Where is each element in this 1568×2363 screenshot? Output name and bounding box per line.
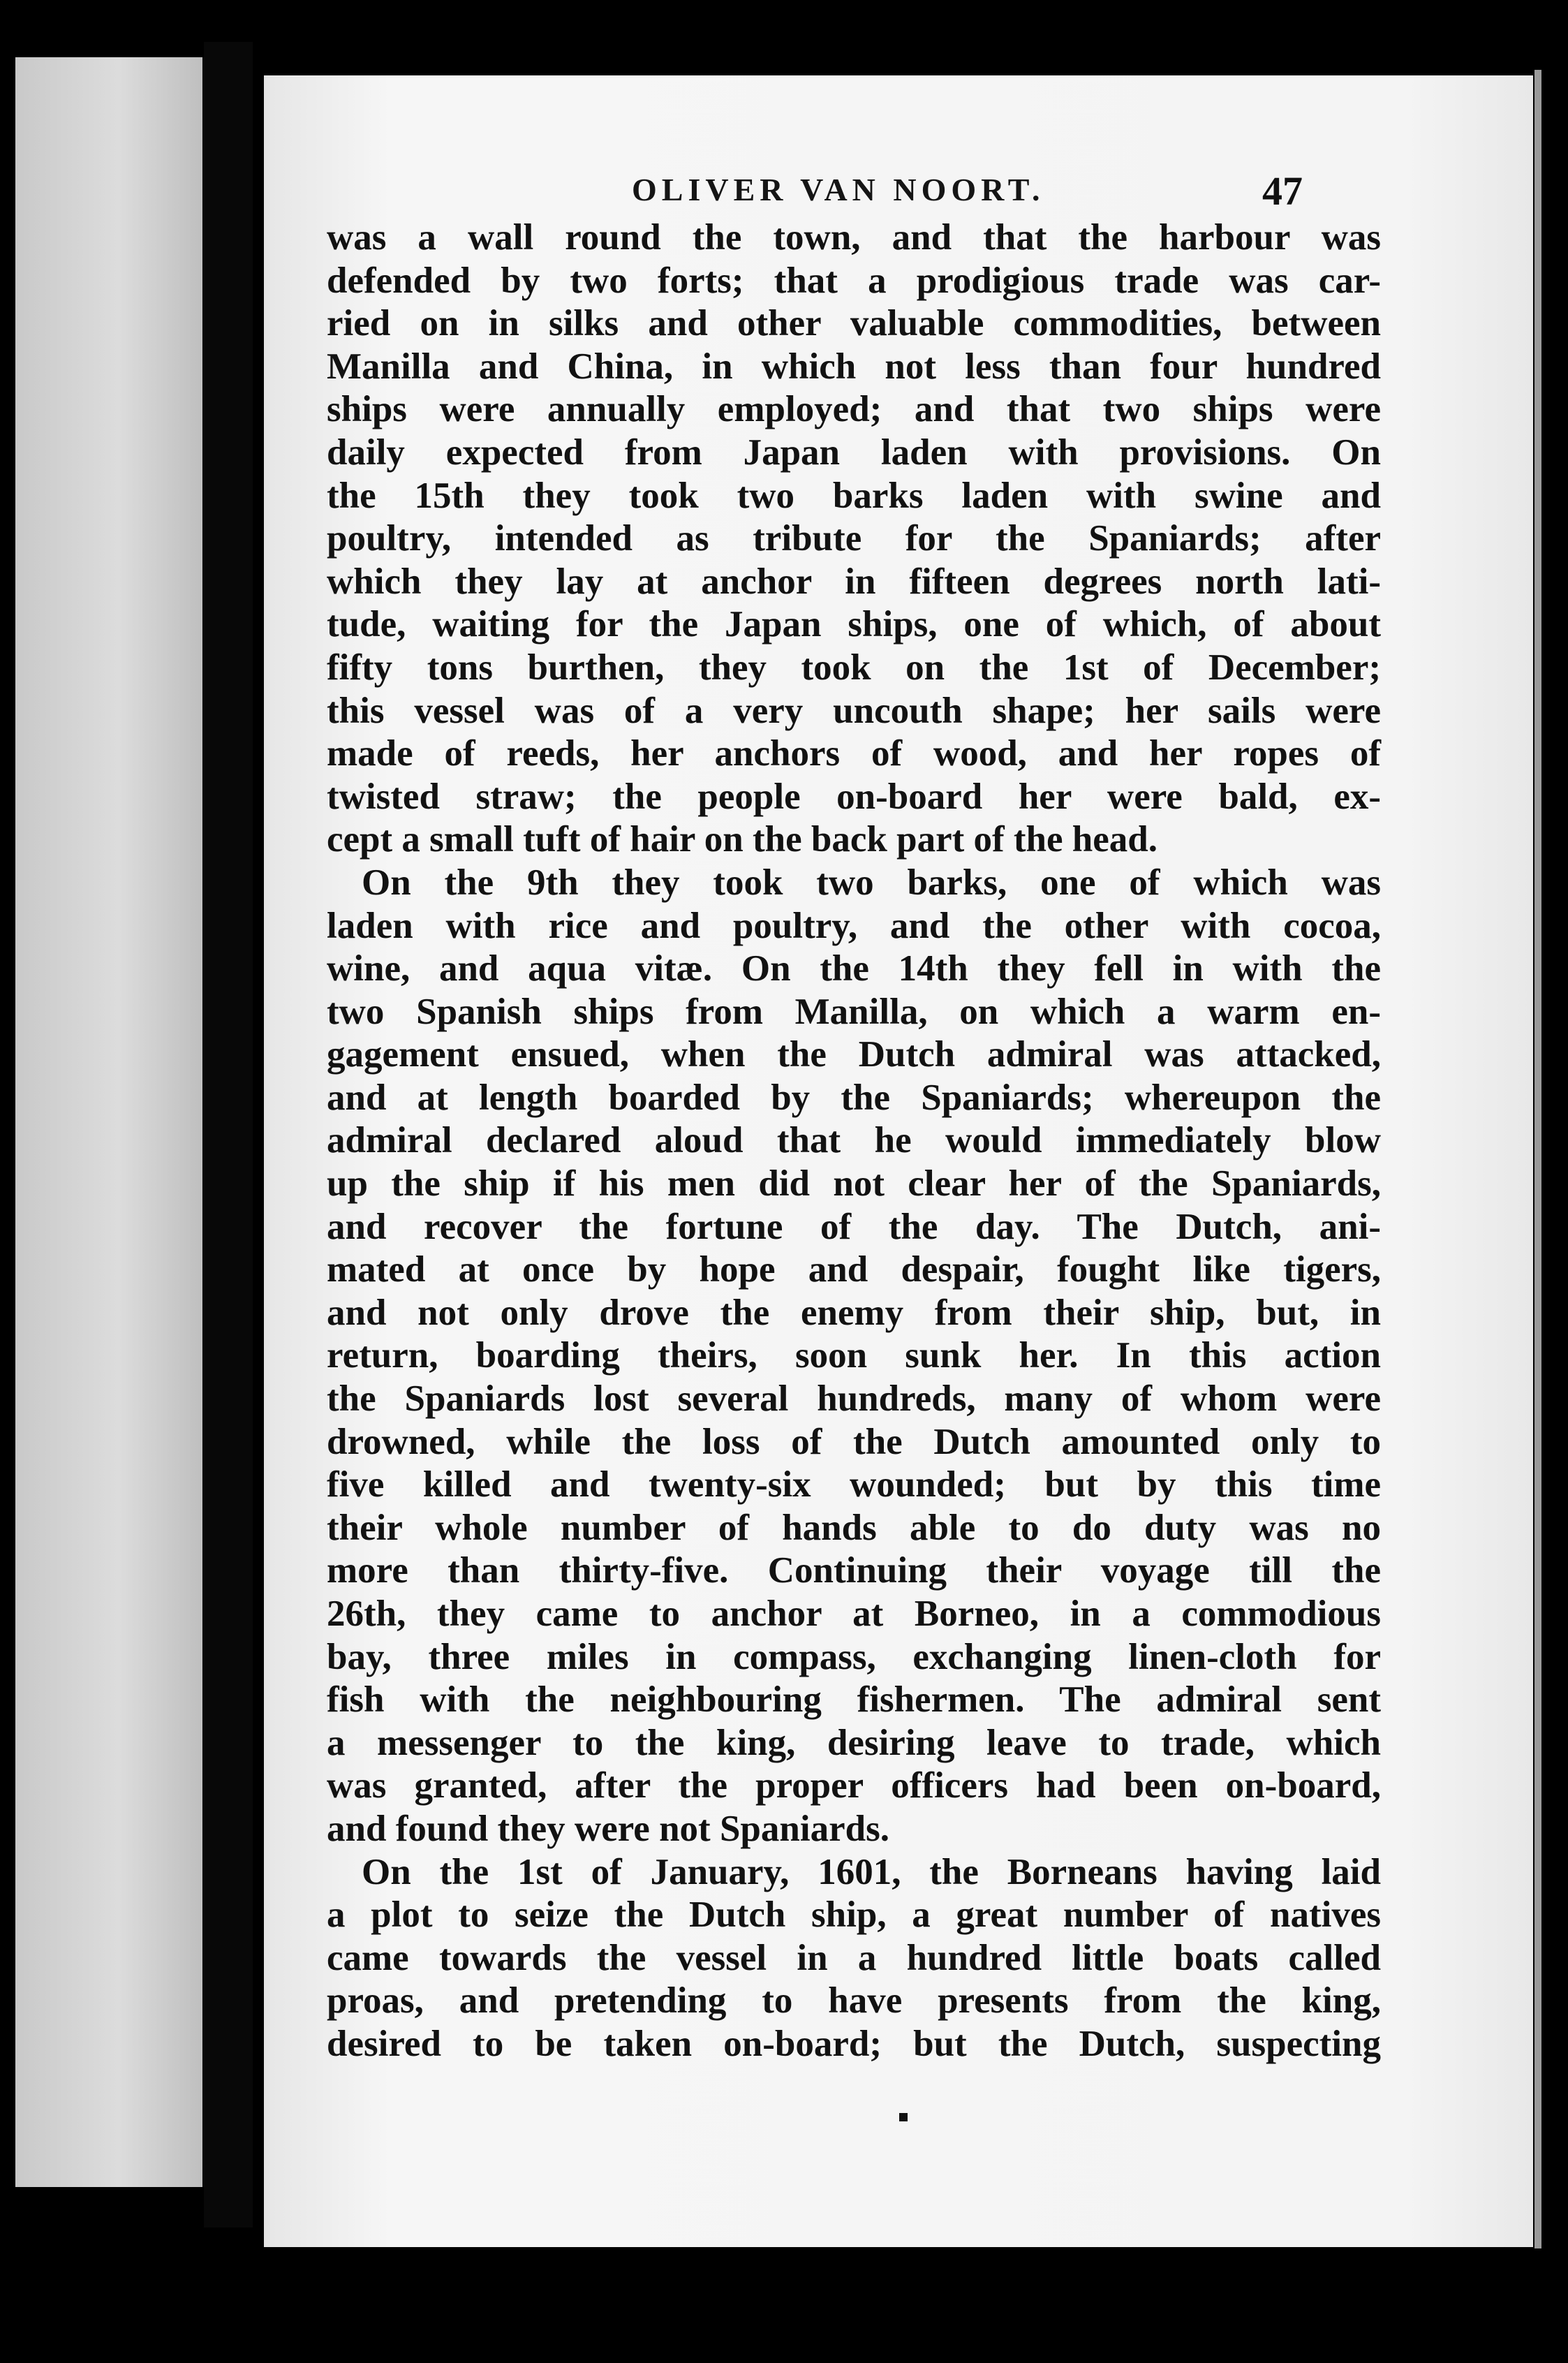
text-line: 26th, they came to anchor at Borneo, in a commodious: [327, 1593, 1381, 1634]
page-right-edge: [1534, 70, 1541, 2248]
text-line: up the ship if his men did not clear her of the Spaniards,: [327, 1163, 1381, 1205]
text-line: mated at once by hope and despair, fought like tigers,: [327, 1249, 1381, 1290]
adjacent-page-edge: [15, 57, 202, 2187]
signature-mark: [899, 2113, 908, 2121]
text-line: proas, and pretending to have presents from the king,: [327, 1980, 1381, 2022]
text-line: laden with rice and poultry, and the other with cocoa,: [327, 905, 1381, 946]
text-line: their whole number of hands able to do duty was no: [327, 1507, 1381, 1548]
text-line: came towards the vessel in a hundred little boats called: [327, 1937, 1381, 1978]
text-line: poultry, intended as tribute for the Spaniards; after: [327, 518, 1381, 559]
book-gutter: [204, 42, 253, 2228]
text-line: and found they were not Spaniards.: [327, 1808, 889, 1849]
text-line: desired to be taken on-board; but the Dutch, suspecting: [327, 2023, 1381, 2064]
text-line: this vessel was of a very uncouth shape; her sails were: [327, 690, 1381, 731]
text-line: the 15th they took two barks laden with swine and: [327, 475, 1381, 516]
text-line: wine, and aqua vitæ. On the 14th they fell in with the: [327, 948, 1381, 989]
text-line: was a wall round the town, and that the harbour was: [327, 217, 1381, 258]
text-line: a plot to seize the Dutch ship, a great number of natives: [327, 1894, 1381, 1936]
text-line: made of reeds, her anchors of wood, and her ropes of: [327, 733, 1381, 774]
text-line: gagement ensued, when the Dutch admiral was attacked,: [327, 1034, 1381, 1075]
text-line: admiral declared aloud that he would immediately blow: [327, 1120, 1381, 1161]
text-line: a messenger to the king, desiring leave to trade, which: [327, 1722, 1381, 1763]
text-line: drowned, while the loss of the Dutch amounted only to: [327, 1421, 1381, 1462]
text-line: On the 1st of January, 1601, the Borneans having laid: [362, 1851, 1381, 1892]
text-line: ships were annually employed; and that two ships were: [327, 389, 1381, 430]
text-line: two Spanish ships from Manilla, on which a warm en-: [327, 991, 1381, 1032]
text-line: defended by two forts; that a prodigious trade was car-: [327, 260, 1381, 301]
text-line: more than thirty-five. Continuing their voyage till the: [327, 1550, 1381, 1591]
text-line: was granted, after the proper officers had been on-board,: [327, 1765, 1381, 1806]
text-line: which they lay at anchor in fifteen degrees north lati-: [327, 561, 1381, 602]
text-line: five killed and twenty-six wounded; but by this time: [327, 1464, 1381, 1506]
text-line: return, boarding theirs, soon sunk her. In this action: [327, 1335, 1381, 1376]
text-line: Manilla and China, in which not less than four hundred: [327, 346, 1381, 387]
text-line: daily expected from Japan laden with provisions. On: [327, 432, 1381, 473]
text-line: twisted straw; the people on-board her were bald, ex-: [327, 776, 1381, 817]
text-line: and not only drove the enemy from their ship, but, in: [327, 1292, 1381, 1333]
page-number: 47: [1262, 168, 1303, 214]
text-line: and recover the fortune of the day. The Dutch, ani-: [327, 1206, 1381, 1247]
text-line: fifty tons burthen, they took on the 1st of December;: [327, 647, 1381, 688]
running-title: OLIVER VAN NOORT.: [632, 172, 1045, 207]
text-line: cept a small tuft of hair on the back part of the head.: [327, 819, 1158, 860]
text-line: ried on in silks and other valuable commodities, between: [327, 303, 1381, 344]
text-line: fish with the neighbouring fishermen. The admiral sent: [327, 1679, 1381, 1721]
text-line: and at length boarded by the Spaniards; whereupon the: [327, 1077, 1381, 1118]
text-line: On the 9th they took two barks, one of which was: [362, 862, 1381, 903]
text-line: bay, three miles in compass, exchanging linen-cloth for: [327, 1636, 1381, 1677]
text-line: tude, waiting for the Japan ships, one of which, of about: [327, 604, 1381, 645]
page-body-text: [327, 216, 1381, 2066]
text-line: the Spaniards lost several hundreds, many of whom were: [327, 1378, 1381, 1420]
